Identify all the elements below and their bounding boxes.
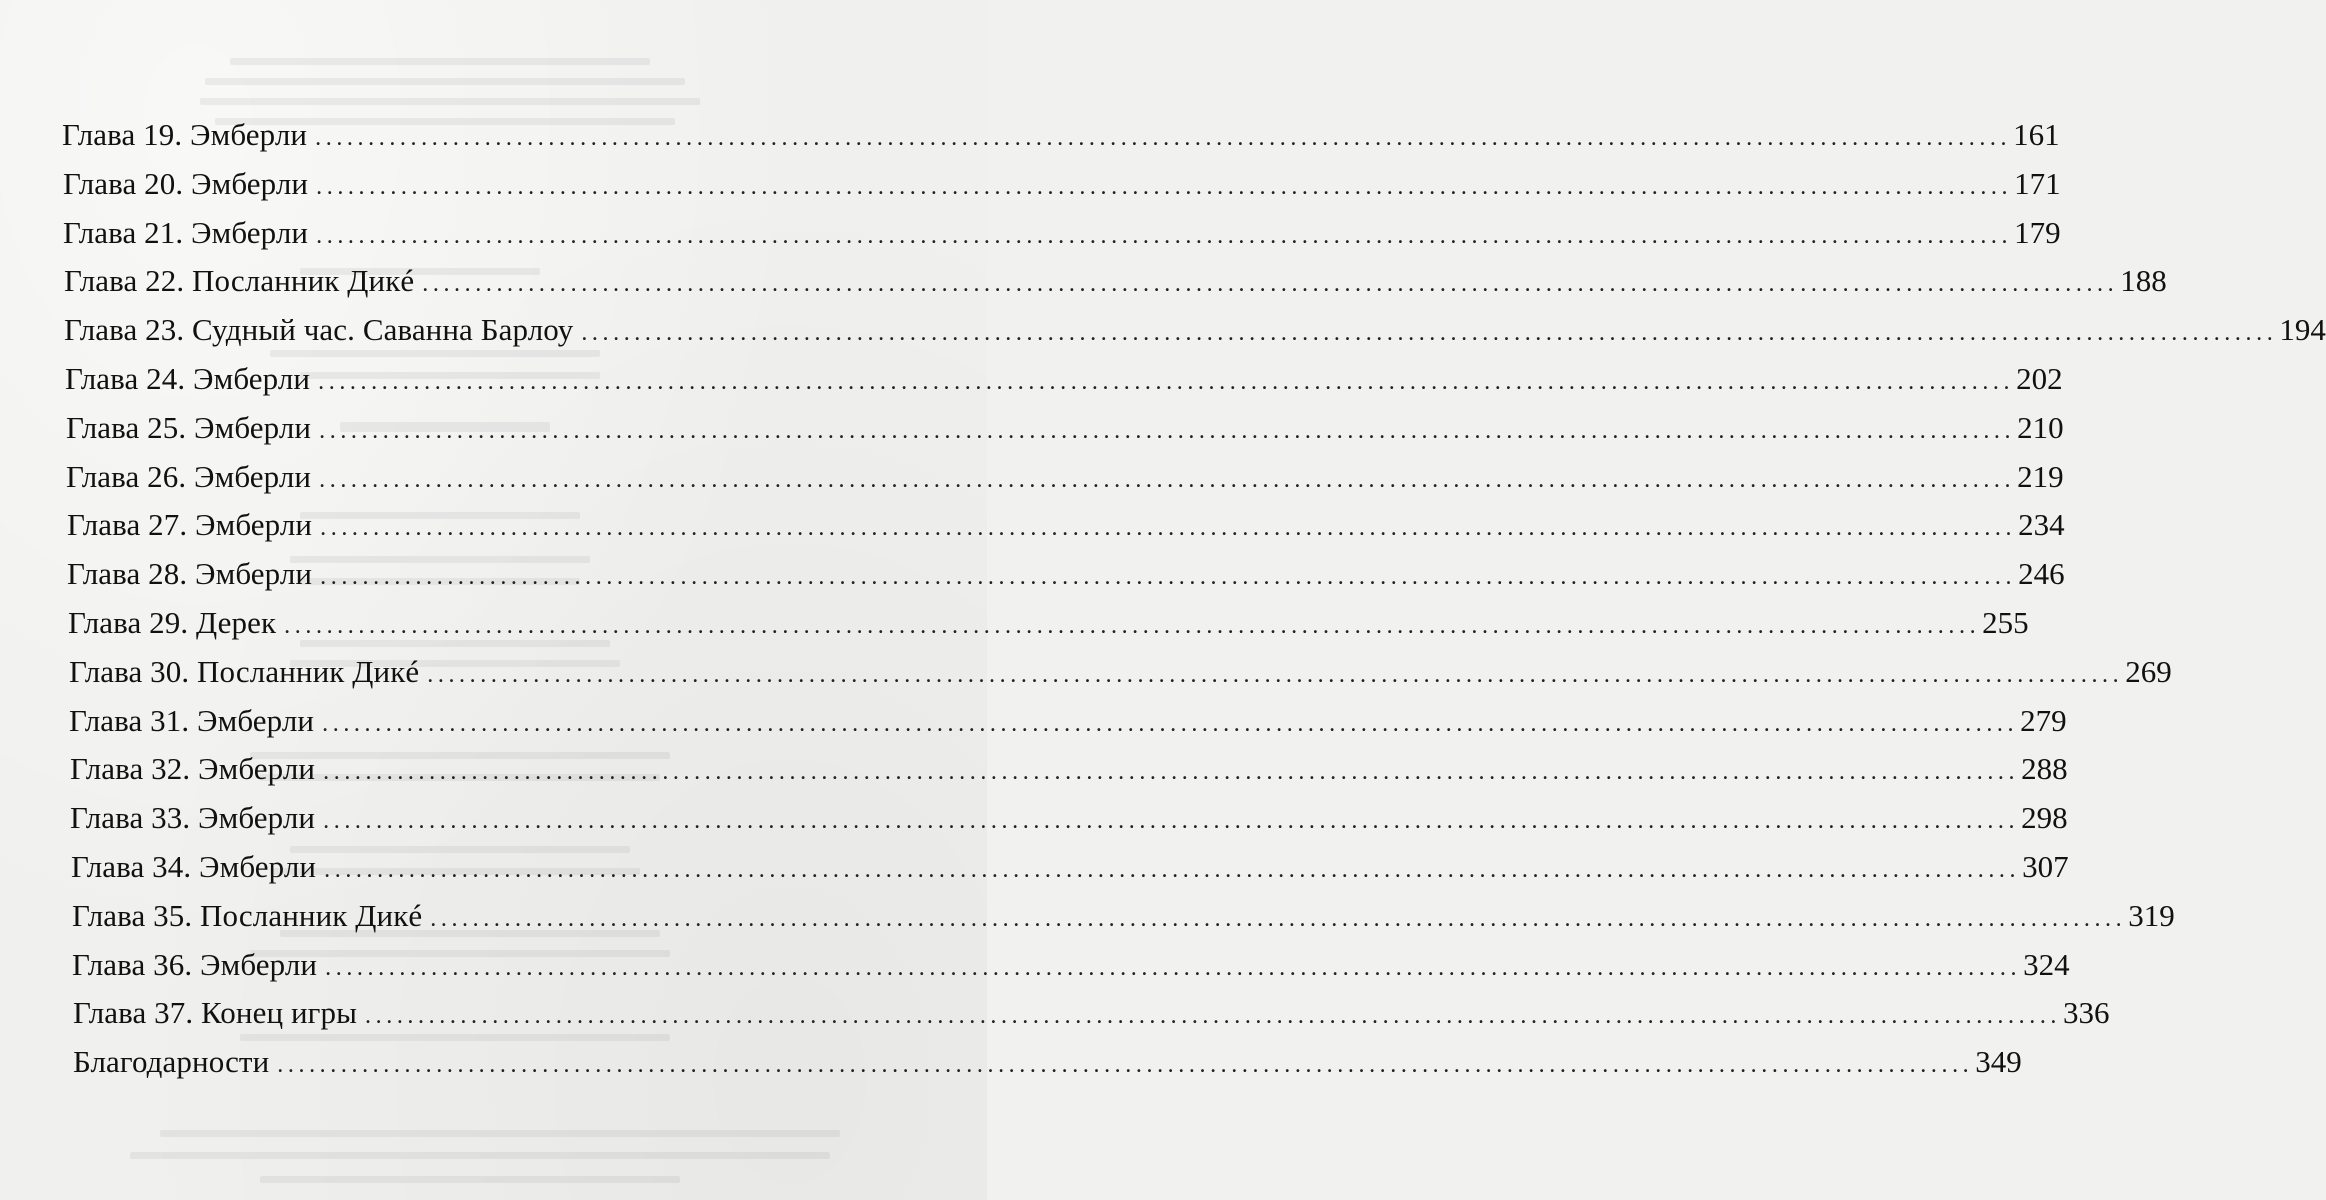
toc-entry <box>68 598 2029 648</box>
toc-entry <box>65 354 2063 404</box>
toc-entry-title: Глава 37. Конец игры <box>73 995 358 1030</box>
toc-entry-page-number: 246 <box>2018 556 2065 591</box>
toc-entry-page-number: 188 <box>2120 263 2167 298</box>
toc-entry-page-number: 288 <box>2021 751 2068 786</box>
toc-dot-leader: ................................................................................................................................................................ <box>284 613 1981 639</box>
toc-entry-title: Глава 32. Эмберли <box>70 751 316 786</box>
toc-dot-leader: ................................................................................................................................................................ <box>430 906 2127 932</box>
toc-entry <box>64 305 2326 355</box>
toc-entry <box>66 403 2064 453</box>
toc-entry-title: Глава 28. Эмберли <box>67 556 313 591</box>
toc-dot-leader: ................................................................................................................................................................ <box>323 808 2020 834</box>
toc-entry-page-number: 210 <box>2017 410 2064 445</box>
toc-entry-title: Глава 23. Судный час. Саванна Барлоу <box>64 312 574 347</box>
toc-entry-page-number: 179 <box>2014 215 2061 250</box>
toc-dot-leader: ................................................................................................................................................................ <box>323 759 2020 785</box>
toc-dot-leader: ................................................................................................................................................................ <box>277 1052 1974 1078</box>
toc-dot-leader: ................................................................................................................................................................ <box>422 271 2119 297</box>
toc-entry <box>72 891 2175 941</box>
toc-dot-leader: ................................................................................................................................................................ <box>318 369 2015 395</box>
toc-dot-leader: ................................................................................................................................................................ <box>322 711 2019 737</box>
toc-entry <box>70 744 2068 794</box>
toc-entry-title: Глава 25. Эмберли <box>66 410 312 445</box>
toc-dot-leader: ................................................................................................................................................................ <box>581 320 2278 346</box>
toc-entry-page-number: 161 <box>2013 117 2060 152</box>
toc-entry <box>73 1037 2022 1087</box>
toc-dot-leader: ................................................................................................................................................................ <box>324 857 2021 883</box>
toc-entry <box>69 696 2067 746</box>
toc-entry <box>66 452 2064 502</box>
toc-dot-leader: ................................................................................................................................................................ <box>427 662 2124 688</box>
toc-entry-title: Глава 34. Эмберли <box>71 849 317 884</box>
toc-entry-page-number: 202 <box>2016 361 2063 396</box>
toc-entry-title: Глава 30. Посланник Дикé <box>69 654 420 689</box>
toc-entry-page-number: 319 <box>2128 898 2175 933</box>
toc-entry <box>62 110 2060 160</box>
toc-entry <box>63 159 2061 209</box>
toc-entry-page-number: 255 <box>1982 605 2029 640</box>
toc-entry <box>64 256 2167 306</box>
toc-entry-title: Глава 24. Эмберли <box>65 361 311 396</box>
toc-entry-page-number: 269 <box>2125 654 2172 689</box>
toc-dot-leader: ................................................................................................................................................................ <box>316 223 2013 249</box>
toc-dot-leader: ................................................................................................................................................................ <box>315 125 2012 151</box>
toc-entry <box>72 940 2070 990</box>
toc-entry-title: Глава 19. Эмберли <box>62 117 308 152</box>
toc-entry-title: Благодарности <box>73 1044 270 1079</box>
toc-entry-page-number: 336 <box>2063 995 2110 1030</box>
toc-dot-leader: ................................................................................................................................................................ <box>319 467 2016 493</box>
toc-entry-title: Глава 20. Эмберли <box>63 166 309 201</box>
toc-entry-title: Глава 27. Эмберли <box>67 507 313 542</box>
toc-entry-title: Глава 31. Эмберли <box>69 703 315 738</box>
toc-dot-leader: ................................................................................................................................................................ <box>316 174 2013 200</box>
toc-entry-title: Глава 22. Посланник Дикé <box>64 263 415 298</box>
toc-dot-leader: ................................................................................................................................................................ <box>365 1003 2062 1029</box>
toc-dot-leader: ................................................................................................................................................................ <box>319 418 2016 444</box>
toc-entry <box>67 549 2065 599</box>
toc-entry <box>67 500 2065 550</box>
toc-entry-page-number: 307 <box>2022 849 2069 884</box>
toc-dot-leader: ................................................................................................................................................................ <box>325 955 2022 981</box>
toc-entry-page-number: 349 <box>1975 1044 2022 1079</box>
toc-entry-title: Глава 35. Посланник Дикé <box>72 898 423 933</box>
toc-entry-title: Глава 26. Эмберли <box>66 459 312 494</box>
toc-entry-page-number: 171 <box>2014 166 2061 201</box>
toc-entry-title: Глава 29. Дерек <box>68 605 277 640</box>
toc-dot-leader: ................................................................................................................................................................ <box>320 515 2017 541</box>
toc-entry <box>63 208 2061 258</box>
toc-entry <box>71 842 2069 892</box>
toc-entry-page-number: 298 <box>2021 800 2068 835</box>
toc-entry-page-number: 219 <box>2017 459 2064 494</box>
toc-entry <box>70 793 2068 843</box>
toc-entry <box>73 988 2110 1038</box>
toc-entry-title: Глава 36. Эмберли <box>72 947 318 982</box>
toc-entry-page-number: 194 <box>2279 312 2326 347</box>
toc-entry-page-number: 234 <box>2018 507 2065 542</box>
toc-dot-leader: ................................................................................................................................................................ <box>320 564 2017 590</box>
toc-entry-page-number: 324 <box>2023 947 2070 982</box>
toc-entry <box>69 647 2172 697</box>
toc-entry-page-number: 279 <box>2020 703 2067 738</box>
toc-entry-title: Глава 33. Эмберли <box>70 800 316 835</box>
toc-entry-title: Глава 21. Эмберли <box>63 215 309 250</box>
